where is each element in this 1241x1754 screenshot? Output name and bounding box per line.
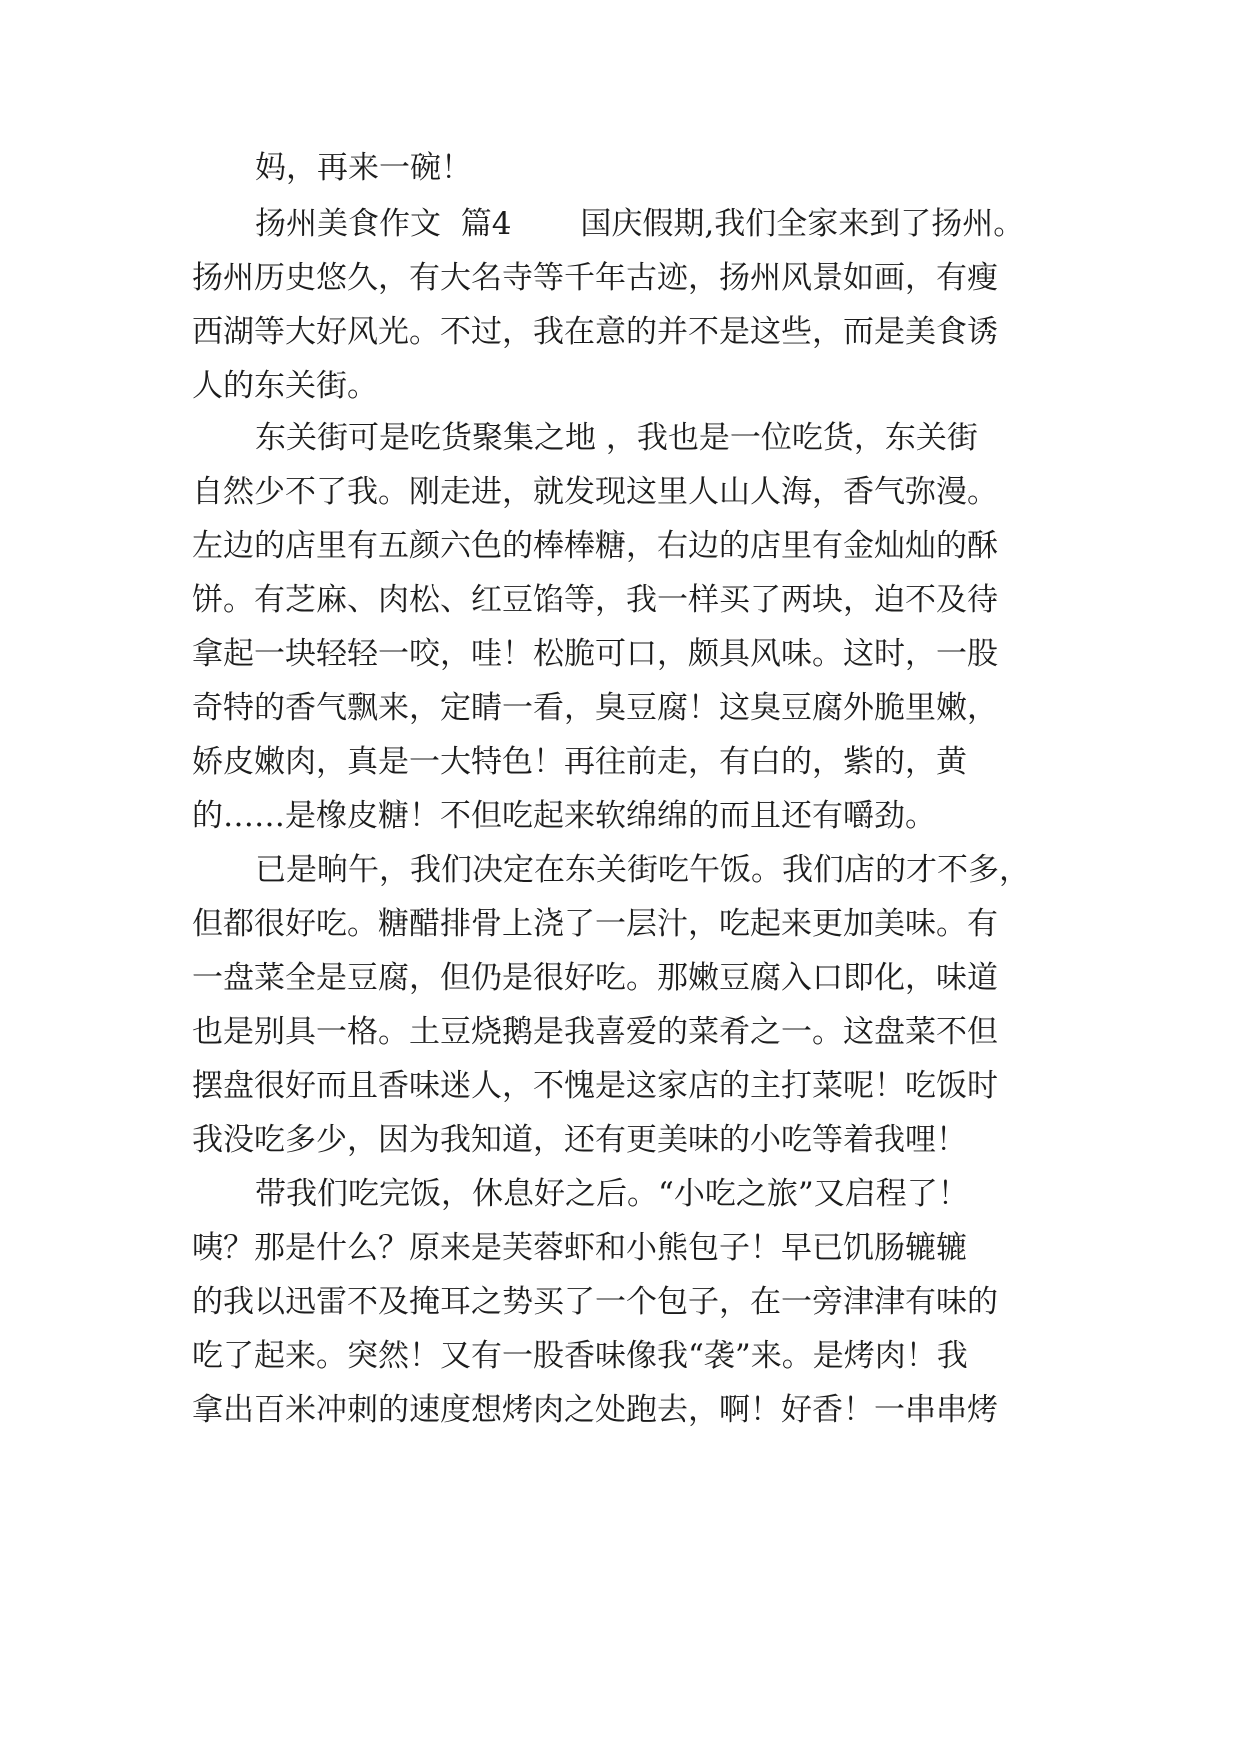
text-line: 拿出百米冲刺的速度想烤肉之处跑去，啊！好香！一串串烤 [192, 1392, 998, 1428]
text-line: 扬州美食作文 篇4 国庆假期,我们全家来到了扬州。 [255, 206, 1025, 242]
text-line: 的……是橡皮糖！不但吃起来软绵绵的而且还有嚼劲。 [192, 798, 936, 834]
text-line: 自然少不了我。刚走进，就发现这里人山人海，香气弥漫。 [192, 474, 998, 510]
text-line: 左边的店里有五颜六色的棒棒糖，右边的店里有金灿灿的酥 [192, 528, 998, 564]
text-line: 摆盘很好而且香味迷人，不愧是这家店的主打菜呢！吃饭时 [192, 1068, 998, 1104]
text-line: 拿起一块轻轻一咬，哇！松脆可口，颇具风味。这时，一股 [192, 636, 998, 672]
text-line: 东关街可是吃货聚集之地 ，我也是一位吃货，东关街 [255, 420, 978, 456]
text-line: 咦？那是什么？原来是芙蓉虾和小熊包子！早已饥肠辘辘 [192, 1230, 967, 1266]
text-line: 西湖等大好风光。不过，我在意的并不是这些，而是美食诱 [192, 314, 998, 350]
text-line: 娇皮嫩肉，真是一大特色！再往前走，有白的，紫的，黄 [192, 744, 967, 780]
text-line: 的我以迅雷不及掩耳之势买了一个包子，在一旁津津有味的 [192, 1284, 998, 1320]
text-line: 饼。有芝麻、肉松、红豆馅等，我一样买了两块，迫不及待 [192, 582, 998, 618]
text-line: 扬州历史悠久，有大名寺等千年古迹，扬州风景如画，有瘦 [192, 260, 998, 296]
text-line: 也是别具一格。土豆烧鹅是我喜爱的菜肴之一。这盘菜不但 [192, 1014, 998, 1050]
text-line: 但都很好吃。糖醋排骨上浇了一层汁，吃起来更加美味。有 [192, 906, 998, 942]
text-line: 吃了起来。突然！又有一股香味像我“袭”来。是烤肉！我 [192, 1338, 968, 1374]
text-line: 我没吃多少，因为我知道，还有更美味的小吃等着我哩！ [192, 1122, 967, 1158]
text-line: 奇特的香气飘来，定睛一看，臭豆腐！这臭豆腐外脆里嫩， [192, 690, 998, 726]
text-line: 一盘菜全是豆腐，但仍是很好吃。那嫩豆腐入口即化，味道 [192, 960, 998, 996]
text-line: 人的东关街。 [192, 368, 378, 404]
text-line: 带我们吃完饭，休息好之后。“小吃之旅”又启程了！ [255, 1176, 969, 1212]
text-line: 已是晌午，我们决定在东关街吃午饭。我们店的才不多， [255, 852, 1030, 888]
text-line: 妈，再来一碗！ [255, 150, 472, 186]
